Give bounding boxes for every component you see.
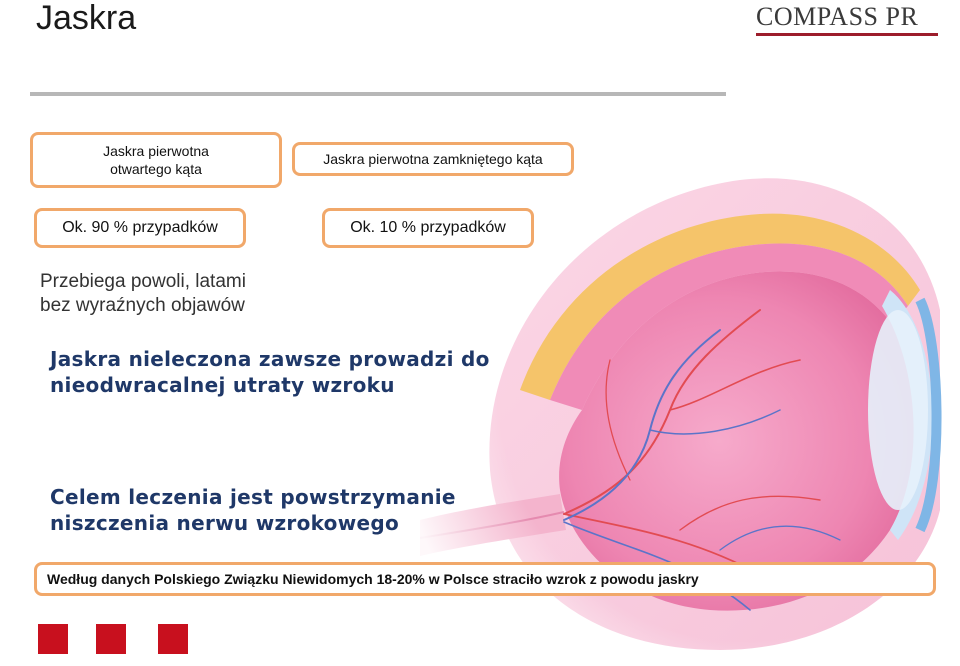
compass-pr-logo xyxy=(756,2,938,38)
nav-square-2[interactable] xyxy=(96,624,126,654)
open-angle-label-line2: otwartego kąta xyxy=(110,161,202,177)
treatment-goal-text xyxy=(50,484,456,536)
untreated-warning-line1: Jaskra nieleczona zawsze prowadzi do xyxy=(50,347,490,371)
open-angle-percentage-box: Ok. 90 % przypadków xyxy=(34,208,246,248)
title-divider xyxy=(30,92,726,96)
treatment-goal-line1: Celem leczenia jest powstrzymanie xyxy=(50,485,456,509)
slow-progression-line1: Przebiega powoli, latami xyxy=(40,271,246,292)
closed-angle-percentage-box: Ok. 10 % przypadków xyxy=(322,208,534,248)
open-angle-glaucoma-box xyxy=(30,132,282,188)
treatment-goal-line2: niszczenia nerwu wzrokowego xyxy=(50,511,400,535)
slide-title: Jaskra xyxy=(36,0,137,37)
nav-square-1[interactable] xyxy=(38,624,68,654)
closed-angle-glaucoma-box: Jaskra pierwotna zamkniętego kąta xyxy=(292,142,574,176)
slow-progression-text xyxy=(40,270,246,318)
slow-progression-line2: bez wyraźnych objawów xyxy=(40,295,245,316)
untreated-warning-line2: nieodwracalnej utraty wzroku xyxy=(50,373,395,397)
nav-square-3[interactable] xyxy=(158,624,188,654)
open-angle-label-line1: Jaskra pierwotna xyxy=(103,143,209,159)
logo-underline xyxy=(756,33,938,36)
source-statistic-box: Według danych Polskiego Związku Niewidomych 18-20% w Polsce straciło wzrok z powodu jaskry xyxy=(34,562,936,596)
logo-text: COMPASS PR xyxy=(756,2,919,31)
untreated-warning-text xyxy=(50,346,490,398)
